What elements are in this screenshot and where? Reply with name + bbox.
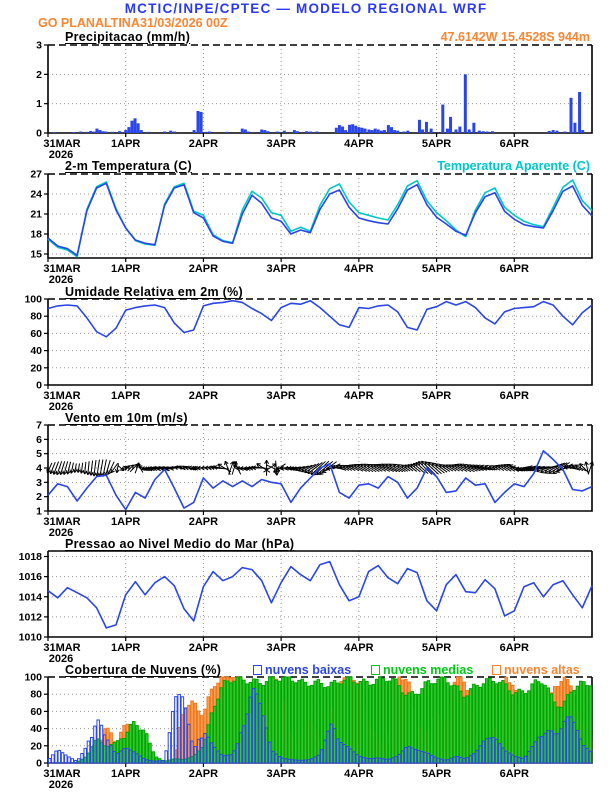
precip-bar: [430, 129, 433, 133]
y-tick-label: 15: [30, 248, 42, 261]
x-day-label: 4APR: [344, 138, 374, 150]
y-tick-label: 60: [30, 705, 42, 718]
x-day-label: 3APR: [266, 516, 296, 528]
y-tick-label: 3: [36, 476, 42, 489]
legend-mid-clouds-label: nuvens medias: [383, 663, 474, 677]
run-datetime: 31/03/2026 00Z: [140, 16, 228, 30]
x-day-label: 1APR: [111, 390, 141, 402]
Temperatura Aparente (C)-line: [48, 180, 592, 257]
cloud-bar: [366, 681, 369, 763]
temperature-title: 2-m Temperatura (C): [65, 159, 193, 173]
y-tick-label: 100: [24, 293, 42, 306]
x-day-label: 5APR: [421, 516, 452, 528]
precip-bar: [464, 74, 467, 133]
cloud-bar: [508, 691, 511, 763]
y-tick-label: 80: [30, 688, 42, 701]
precip-bar: [95, 129, 98, 133]
x-day-label: 6APR: [499, 768, 529, 780]
precip-bar: [309, 132, 312, 133]
cloud-bar: [388, 681, 391, 763]
precip-bar: [111, 132, 114, 133]
cloud-bar: [392, 678, 395, 763]
precip-bar: [418, 120, 421, 133]
y-tick-label: 20: [30, 740, 42, 753]
wind-arrow-head: [285, 469, 289, 470]
precip-bar: [380, 131, 383, 133]
precip-bar: [573, 123, 576, 133]
precip-bar: [383, 130, 386, 133]
precip-bar: [441, 105, 444, 133]
cloud-bar: [362, 679, 365, 763]
cloud-bar: [65, 755, 68, 763]
x-day-label: 31MAR: [43, 390, 81, 402]
precip-bar: [387, 125, 390, 133]
cloud-bar: [375, 679, 378, 763]
cloud-bar: [311, 685, 314, 763]
x-day-label: 5APR: [421, 768, 452, 780]
precip-bar: [455, 129, 458, 133]
precip-bar: [364, 129, 367, 133]
y-tick-label: 4: [36, 462, 42, 475]
y-tick-label: 0: [36, 127, 42, 140]
wind-arrow-head: [480, 465, 484, 466]
x-year-label: 2026: [48, 527, 74, 539]
precip-bar: [173, 132, 176, 133]
x-day-label: 1APR: [111, 768, 141, 780]
x-day-label: 6APR: [499, 263, 529, 275]
precip-bar: [348, 125, 351, 133]
wind-arrow-head: [70, 470, 71, 474]
x-day-label: 1APR: [111, 516, 141, 528]
y-tick-label: 100: [24, 671, 42, 684]
apparent-temperature-label: Temperatura Aparente (C): [437, 159, 590, 173]
y-tick-label: 6: [36, 433, 42, 446]
x-day-label: 2APR: [188, 642, 219, 654]
precip-bar: [247, 132, 250, 133]
precip-bar: [124, 130, 127, 133]
cloud-bar: [515, 693, 518, 763]
station-name: GO PLANALTINA: [38, 16, 140, 30]
cloud-bar: [456, 686, 459, 763]
precip-bar: [472, 123, 475, 133]
precip-bar: [478, 131, 481, 133]
precip-bar: [406, 131, 409, 133]
wind-arrow-head: [280, 469, 284, 471]
x-day-label: 5APR: [421, 263, 452, 275]
x-day-label: 1APR: [111, 138, 141, 150]
precip-bar: [354, 126, 357, 133]
temperatura-chart: [0, 166, 612, 286]
precip-bar: [425, 122, 428, 133]
legend-high-clouds-label: nuvens altas: [504, 663, 580, 677]
precip-bar: [360, 128, 363, 133]
wind-arrow-head: [536, 471, 540, 472]
y-tick-label: 0: [36, 757, 42, 770]
x-day-label: 4APR: [344, 768, 374, 780]
x-day-label: 31MAR: [43, 768, 81, 780]
precipitacao-chart: [0, 37, 612, 161]
precip-bar: [134, 118, 137, 133]
cloud-bar: [317, 680, 320, 763]
precip-bar: [570, 98, 573, 133]
y-tick-label: 1012: [18, 611, 42, 624]
cloud-bar: [434, 684, 437, 763]
precip-bar: [163, 132, 166, 133]
x-day-label: 1APR: [111, 642, 141, 654]
y-tick-label: 2: [36, 491, 42, 504]
precip-bar: [396, 131, 399, 133]
x-day-label: 31MAR: [43, 263, 81, 275]
precip-bar: [200, 112, 203, 133]
precip-bar: [79, 132, 82, 133]
precip-bar: [351, 124, 354, 133]
precip-bar: [72, 132, 75, 133]
cloud-bar: [220, 688, 223, 763]
umidade-chart: [0, 291, 612, 413]
cloud-bar: [369, 685, 372, 763]
precip-bar: [130, 121, 133, 133]
precip-bar: [241, 129, 244, 133]
precip-bar: [85, 132, 88, 133]
precip-bar: [482, 131, 485, 133]
precip-bar: [305, 131, 308, 133]
cloud-bar: [521, 691, 524, 763]
humidity-title: Umidade Relativa em 2m (%): [65, 285, 243, 299]
cloud-bar: [298, 680, 301, 763]
precip-bar: [193, 130, 196, 133]
precip-bar: [581, 130, 584, 133]
cloud-bar: [450, 686, 453, 763]
cloud-bar: [385, 682, 388, 763]
cloud-bar: [395, 679, 398, 763]
pressure-title: Pressao ao Nivel Medio do Mar (hPa): [65, 537, 295, 551]
precip-bar: [53, 132, 56, 133]
cloud-bar: [518, 689, 521, 763]
x-year-label: 2026: [48, 653, 74, 665]
cloud-bar: [382, 678, 385, 763]
x-day-label: 4APR: [344, 263, 374, 275]
wind-arrow-head: [80, 470, 82, 474]
cloud-bar: [460, 691, 463, 763]
precip-bar: [105, 132, 108, 133]
cloud-bar: [440, 677, 443, 763]
y-tick-label: 1: [36, 98, 42, 111]
precip-bar: [137, 123, 140, 133]
x-day-label: 1APR: [111, 263, 141, 275]
cloud-bar: [272, 677, 275, 763]
precip-bar: [548, 131, 551, 133]
wind-speed-line: [48, 451, 592, 510]
wind-arrow-head: [509, 465, 513, 466]
y-tick-label: 80: [30, 310, 42, 323]
x-day-label: 6APR: [499, 516, 529, 528]
precip-bar: [563, 132, 566, 133]
wind-arrow-head: [66, 470, 67, 474]
wind-arrow-head: [585, 462, 586, 466]
precip-bar: [344, 130, 347, 133]
x-day-label: 3APR: [266, 768, 296, 780]
cloud-bar: [353, 682, 356, 763]
wind-arrow-head: [77, 469, 78, 473]
cloud-cover-title: Cobertura de Nuvens (%): [65, 663, 222, 677]
plot-frame: [48, 45, 592, 133]
y-tick-label: 60: [30, 327, 42, 340]
wind-arrow-head: [166, 470, 170, 471]
x-day-label: 6APR: [499, 138, 529, 150]
cloud-bar: [171, 711, 174, 763]
precip-bar: [263, 130, 266, 133]
precipitation-title: Precipitacao (mm/h): [65, 30, 191, 44]
model-header-title: MCTIC/INPE/CPTEC — MODELO REGIONAL WRF: [124, 1, 488, 16]
cloud-bar: [304, 682, 307, 763]
precip-bar: [102, 131, 105, 133]
cloud-bar: [473, 684, 476, 763]
cloud-bar: [463, 697, 466, 763]
y-tick-label: 1014: [18, 591, 42, 604]
x-day-label: 3APR: [266, 390, 296, 402]
cloud-bar: [223, 681, 226, 763]
wind-arrow-head: [56, 471, 57, 475]
cloud-bar: [291, 681, 294, 763]
cloud-bar: [437, 679, 440, 763]
precip-bar: [293, 130, 296, 133]
x-day-label: 31MAR: [43, 138, 81, 150]
y-tick-label: 0: [36, 379, 42, 392]
cloud-bar: [288, 677, 291, 763]
wind-arrow-head: [73, 469, 74, 473]
x-year-label: 2026: [48, 401, 74, 413]
cloud-bar: [443, 677, 446, 763]
cloud-bar: [469, 689, 472, 763]
y-tick-label: 1018: [18, 551, 42, 564]
cloud-bar: [58, 750, 61, 763]
y-tick-label: 40: [30, 723, 42, 736]
precip-bar: [99, 130, 102, 133]
precip-bar: [446, 129, 449, 133]
y-tick-label: 1010: [18, 631, 42, 644]
cloud-bar: [168, 733, 171, 763]
precip-bar: [341, 127, 344, 133]
precip-bar: [296, 131, 299, 133]
precip-bar: [371, 130, 374, 133]
x-day-label: 5APR: [421, 138, 452, 150]
x-day-label: 31MAR: [43, 642, 81, 654]
cloud-bar: [294, 683, 297, 763]
precip-bar: [335, 128, 338, 133]
cloud-bar: [146, 734, 149, 763]
cloud-bar: [372, 684, 375, 763]
y-tick-label: 21: [30, 208, 42, 221]
Pressao ao Nivel Medio do Mar (hPa)-line: [48, 562, 592, 628]
precip-bar: [449, 117, 452, 133]
cloud-bar: [466, 696, 469, 763]
cloud-bar: [356, 684, 359, 763]
cloud-bar: [278, 681, 281, 763]
cloud-bar: [447, 683, 450, 763]
x-day-label: 2APR: [188, 516, 219, 528]
precip-bar: [393, 130, 396, 133]
cloud-bar: [524, 693, 527, 763]
wind-arrow-head: [50, 470, 51, 474]
precip-bar: [276, 132, 279, 133]
x-day-label: 6APR: [499, 390, 529, 402]
cloud-bar: [61, 753, 64, 763]
precip-bar: [491, 131, 494, 133]
precip-bar: [367, 129, 370, 133]
precip-bar: [127, 127, 130, 133]
cloud-bar: [379, 677, 382, 763]
precip-bar: [377, 129, 380, 133]
wind-arrow-head: [225, 461, 226, 465]
wind-arrow-head: [115, 469, 116, 473]
wind-title: Vento em 10m (m/s): [65, 411, 188, 425]
y-tick-label: 24: [30, 188, 42, 201]
precip-bar: [421, 129, 424, 133]
precip-bar: [260, 129, 263, 133]
x-day-label: 4APR: [344, 642, 374, 654]
cloud-bar: [424, 682, 427, 763]
x-day-label: 3APR: [266, 263, 296, 275]
vento-chart: [0, 417, 612, 539]
x-day-label: 4APR: [344, 390, 374, 402]
precip-bar: [208, 132, 211, 133]
precip-bar: [458, 127, 461, 133]
Umidade Relativa em 2m (%)-line: [48, 301, 592, 337]
cloud-bar: [275, 680, 278, 763]
cloud-bar: [307, 686, 310, 763]
precip-bar: [205, 132, 208, 133]
precip-bar: [556, 131, 559, 133]
wind-arrow-head: [60, 471, 61, 475]
cloud-bar: [427, 681, 430, 763]
cloud-bar: [511, 695, 513, 763]
precip-bar: [283, 131, 286, 133]
cloud-bar: [453, 685, 456, 763]
y-tick-label: 18: [30, 228, 42, 241]
cloud-bar: [226, 681, 229, 763]
precip-bar: [140, 130, 143, 133]
wind-arrow-head: [485, 465, 489, 466]
cloud-bar: [282, 677, 285, 763]
precip-bar: [374, 129, 377, 133]
pressao-chart: [0, 543, 612, 665]
precip-bar: [147, 132, 150, 133]
nuvens-chart: [0, 669, 612, 791]
precip-bar: [468, 129, 471, 133]
x-day-label: 3APR: [266, 138, 296, 150]
precip-bar: [486, 132, 489, 133]
wind-arrow-head: [541, 472, 545, 473]
x-day-label: 4APR: [344, 516, 374, 528]
precip-bar: [169, 131, 172, 133]
y-tick-label: 5: [36, 448, 42, 461]
x-day-label: 2APR: [188, 390, 219, 402]
cloud-bar: [55, 751, 58, 763]
x-day-label: 2APR: [188, 263, 219, 275]
precip-bar: [266, 131, 269, 133]
y-tick-label: 20: [30, 362, 42, 375]
cloud-bar: [285, 677, 288, 763]
x-day-label: 5APR: [421, 390, 452, 402]
x-year-label: 2026: [48, 274, 74, 286]
wind-arrow-head: [53, 471, 54, 475]
x-day-label: 2APR: [188, 768, 219, 780]
y-tick-label: 2: [36, 68, 42, 81]
cloud-bar: [74, 760, 77, 763]
y-tick-label: 3: [36, 39, 42, 52]
x-year-label: 2026: [48, 149, 74, 161]
location-coordinates: 47.6142W 15.4528S 944m: [440, 30, 590, 44]
y-tick-label: 40: [30, 345, 42, 358]
cloud-bar: [398, 686, 401, 763]
y-tick-label: 1016: [18, 571, 42, 584]
y-tick-label: 27: [30, 168, 42, 181]
cloud-bar: [68, 757, 71, 763]
cloud-bar: [314, 681, 317, 763]
plot-frame: [48, 299, 592, 385]
cloud-bar: [359, 682, 362, 763]
precip-bar: [196, 111, 199, 133]
x-day-label: 3APR: [266, 642, 296, 654]
cloud-bar: [52, 755, 55, 763]
precip-bar: [118, 131, 121, 133]
precip-bar: [357, 127, 360, 133]
x-day-label: 6APR: [499, 642, 529, 654]
y-tick-label: 1: [36, 505, 42, 518]
precip-bar: [402, 132, 405, 133]
legend-low-clouds-label: nuvens baixas: [265, 663, 352, 677]
x-day-label: 2APR: [188, 138, 219, 150]
precip-bar: [244, 129, 247, 133]
wind-arrow-head: [92, 472, 94, 476]
precip-bar: [552, 130, 555, 133]
cloud-bar: [430, 684, 433, 763]
cloud-bar: [230, 683, 233, 763]
precip-bar: [390, 127, 393, 133]
x-day-label: 31MAR: [43, 516, 81, 528]
cloud-bar: [301, 679, 304, 763]
x-year-label: 2026: [48, 779, 74, 791]
precip-bar: [338, 125, 341, 133]
y-tick-label: 7: [36, 419, 42, 432]
precip-bar: [89, 131, 92, 133]
precip-bar: [315, 132, 318, 133]
precip-bar: [225, 132, 228, 133]
x-day-label: 5APR: [421, 642, 452, 654]
precip-bar: [578, 92, 581, 133]
wind-arrow-head: [63, 471, 64, 475]
